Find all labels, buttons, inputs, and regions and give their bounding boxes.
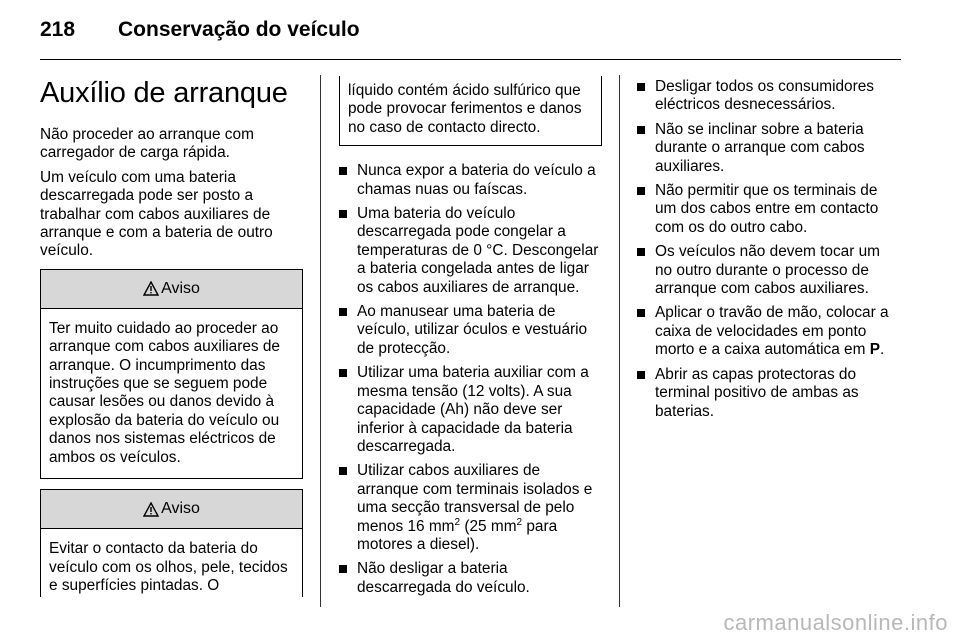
header-rule [40,59,901,60]
list-item [339,462,602,554]
bullet-list [339,162,602,597]
superscript: 2 [454,516,461,528]
warning-header [41,490,302,529]
list-item: Não se inclinar sobre a bateria durante o arranque com cabos auxiliares. [637,121,900,176]
list-item: Nunca expor a bateria do veículo a chamas nuas ou faíscas. [339,162,602,199]
list-item: Os veículos não devem tocar um no outro durante o processo de arranque com cabos auxiliares. [637,243,900,298]
warning-text: Evitar o contacto da bateria do veículo com os olhos, pele, tecidos e superfícies pintadas. O [49,540,288,594]
superscript: 2 [516,516,523,528]
list-item-text: para motores a diesel). [357,517,558,553]
column-divider-1 [320,75,321,607]
warning-box [40,269,303,479]
column-3 [637,78,900,427]
paragraph: Não proceder ao arranque com carregador de carga rápida. [40,126,254,162]
list-item-text: Utilizar cabos auxiliares de arranque com terminais isolados e uma secção transversal de pelo menos 16 mm [357,462,593,535]
warning-heading: Aviso [161,499,200,517]
list-item [637,304,900,359]
warning-heading: Aviso [161,279,200,297]
paragraph: Um veículo com uma bateria descarregada pode ser posto a trabalhar com cabos auxiliares de arranque e com a bateria de outro veículo. [40,168,273,260]
section-title: Auxílio de arranque [40,77,288,109]
list-item: Ao manusear uma bateria de veículo, utilizar óculos e vestuário de protecção. [339,303,602,358]
list-item: Não desligar a bateria descarregada do veículo. [339,560,602,597]
warning-header [41,270,302,309]
list-item-text: (25 mm [460,517,517,535]
warning-continued: líquido contém ácido sulfúrico que pode provocar ferimentos e danos no caso de contacto directo. [339,76,602,146]
bullet-list [637,78,900,421]
chapter-title: Conservação do veículo [118,18,360,41]
list-item: Utilizar uma bateria auxiliar com a mesma tensão (12 volts). A sua capacidade (Ah) não deve ser inferior à capacidade da bateria descarregada. [339,364,602,456]
warning-triangle-icon [143,502,159,517]
column-1 [40,76,303,597]
warning-box [40,489,303,597]
list-item: Não permitir que os terminais de um dos cabos entre em contacto com os do outro cabo. [637,182,900,237]
list-item-text: . [879,341,885,359]
watermark: carmanualsonline.info [723,610,948,635]
list-item: Uma bateria do veículo descarregada pode congelar a temperaturas de 0 °C. Descongelar a bateria congelada antes de ligar os cabos auxiliares de arranque. [339,205,602,297]
warning-text: Ter muito cuidado ao proceder ao arranque com cabos auxiliares de arranque. O incumprimento das instruções que se seguem pode causar lesões ou danos devido à explosão da bateria do veículo ou danos nos sistemas eléctricos de ambos os veículos. [49,319,280,466]
column-2 [339,76,602,603]
column-divider-2 [619,75,620,607]
page-number: 218 [40,18,76,41]
gear-position-p: P [869,341,880,359]
list-item-text: Aplicar o travão de mão, colocar a caixa de velocidades em ponto morto e a caixa automática em [655,304,889,359]
list-item: Abrir as capas protectoras do terminal positivo de ambas as baterias. [637,366,900,421]
warning-triangle-icon [143,281,159,296]
list-item: Desligar todos os consumidores eléctricos desnecessários. [637,78,900,115]
